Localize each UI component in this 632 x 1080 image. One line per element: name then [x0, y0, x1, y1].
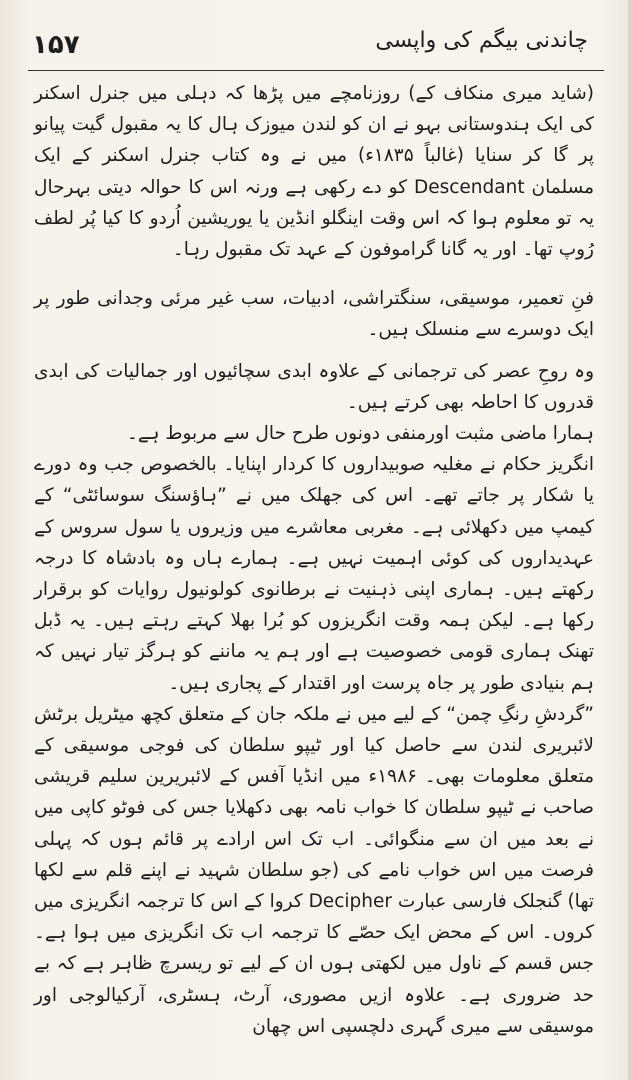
running-head: چاندنی بیگم کی واپسی — [375, 28, 588, 53]
paragraph-1: (شاید میری منکاف کے) روزنامچے میں پڑھا کہ دہلی میں جنرل اسکنر کی ایک ہندوستانی بہو نے ان کو لندن میوزک ہال کا یہ مقبول گیت پیانو پر گا کر سنایا (غالباً ۱۸۳۵ء) میں نے وہ کتاب جنرل اسکنر کے ایک مسلمان Descendant کو دے رکھی ہے ورنہ اس کا حوالہ دیتی بہرحال یہ تو معلوم ہوا کہ اس وقت اینگلو انڈین یا یوریشین اُردو کا کیا پُر لطف رُوپ تھا۔ اور یہ گانا گراموفون کے عہد تک مقبول رہا۔ — [34, 83, 594, 261]
paragraph-3: وہ روحِ عصر کی ترجمانی کے علاوہ ابدی سچائیوں اور جمالیات کی ابدی قدروں کا احاطہ بھی کرتے ہیں۔ — [34, 360, 594, 413]
page-edge — [628, 0, 632, 1080]
header-divider — [28, 70, 604, 71]
paragraph-4: ہمارا ماضی مثبت اورمنفی دونوں طرح حال سے مربوط ہے۔ — [126, 423, 594, 445]
paragraph-6: ”گردشِ رنگِ چمن“ کے لیے میں نے ملکہ جان کے متعلق کچھ میٹریل برٹش لائبریری لندن سے حاصل کیا اور ٹیپو سلطان کی فوجی موسیقی کے متعلق معلومات بھی۔ ۱۹۸۶ء میں انڈیا آفس کے لائبریرین سلیم قریشی صاحب نے ٹیپو سلطان کا خواب نامہ بھی دکھلایا جس کی فوٹو کاپی میں نے بعد میں ان سے منگوائی۔ اب تک اس ارادے پر قائم ہوں کہ پہلی فرصت میں اس خواب نامے کی (جو سلطان شہید نے اپنے قلم سے لکھا تھا) گنجلک فارسی عبارت Decipher کروا کے اس کا ترجمہ انگریزی میں کروں۔ اس کے محض ایک حصّے کا ترجمہ اب تک انگریزی میں ہوا ہے۔ جس قسم کے ناول میں لکھتی ہوں ان کے لیے تو ریسرچ ظاہر ہے کہ بے حد ضروری ہے۔ علاوہ ازیں مصوری، آرٹ، ہسٹری، آرکیالوجی اور موسیقی سے میری گہری دلچسپی اس چھان — [34, 703, 594, 1037]
page-number: ۱۵۷ — [32, 30, 80, 60]
paragraph-2: فنِ تعمیر، موسیقی، سنگتراشی، ادبیات، سب غیر مرئی وجدانی طور پر ایک دوسرے سے منسلک ہیں۔ — [34, 288, 594, 341]
paragraph-5: انگریز حکام نے مغلیہ صوبیداروں کا کردار اپنایا۔ بالخصوص جب وہ دورے یا شکار پر جاتے تھے۔ اس کی جھلک میں نے ”ہاؤسنگ سوسائٹی“ کے کیمپ میں دکھلائی ہے۔ مغربی معاشرے میں وزیروں یا سول سروس کے عہدیداروں کی کوئی اہمیت نہیں ہے۔ ہمارے ہاں وہ بادشاہ کا درجہ رکھتے ہیں۔ ہماری اپنی ذہنیت نے برطانوی کولونیول روایات کو برقرار رکھا ہے۔ لیکن ہمہ وقت انگریزوں کو بُرا بھلا کہتے رہتے ہیں۔ یہ ڈبل تھنک ہماری قومی خصوصیت ہے اور ہم یہ ماننے کو ہرگز تیار نہیں کہ ہم بنیادی طور پر جاہ پرست اور اقتدار کے پجاری ہیں۔ — [34, 454, 594, 694]
body-text — [34, 78, 594, 1042]
